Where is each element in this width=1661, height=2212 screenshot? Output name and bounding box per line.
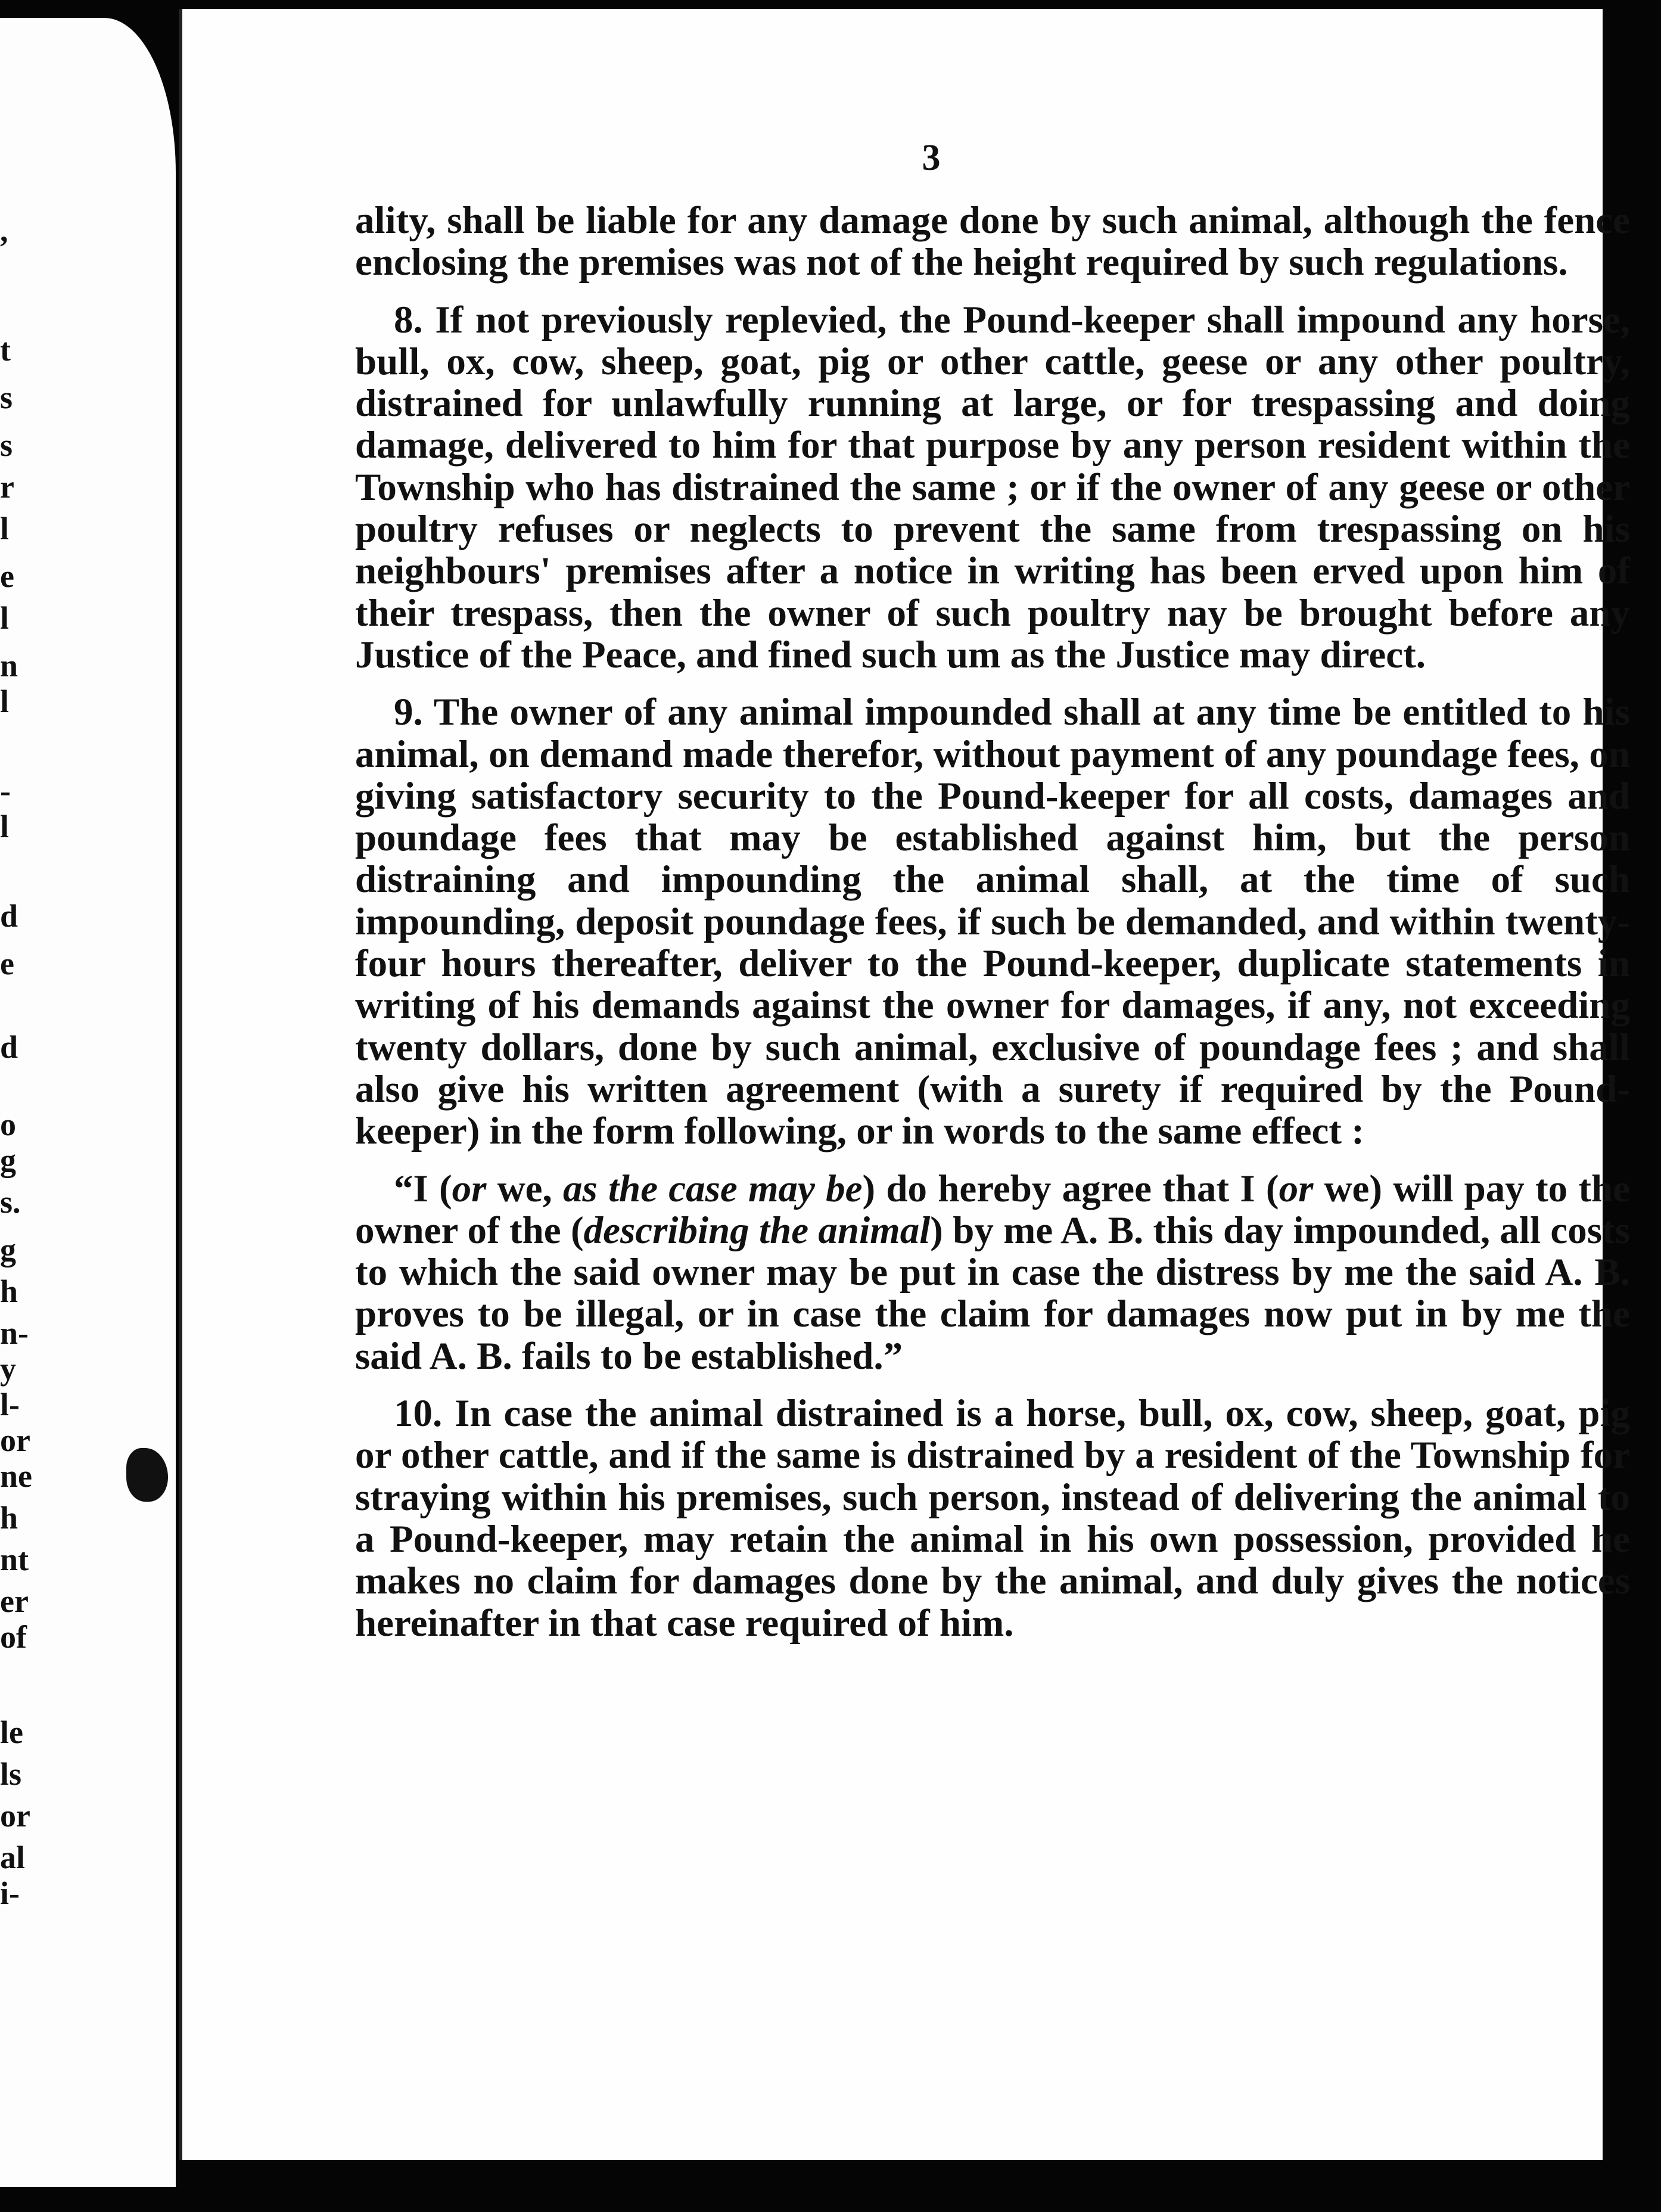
- facing-page-fragment: n: [0, 648, 18, 684]
- facing-page-fragment: e: [0, 558, 14, 594]
- facing-page-fragment: l: [0, 809, 10, 844]
- facing-page-fragment: l: [0, 684, 10, 719]
- facing-page-fragment: g: [0, 1232, 16, 1267]
- quote-text: “I (: [394, 1167, 452, 1210]
- facing-page-fragment: i-: [0, 1875, 20, 1911]
- facing-page-fragment: er: [0, 1583, 29, 1619]
- facing-page-fragment: l-: [0, 1387, 20, 1422]
- paragraph-text: In case the animal distrained is a horse, bull, ox, cow, sheep, goat, pig or other cattle, and if the same is distrained by a resident of the Township for straying within his premises, such person, instead of delivering the animal to a Pound-keeper, may retain the animal in his own possession, provided he makes no claim for damages done by the animal, and duly gives the notices hereinafter in that case required of him.: [355, 1392, 1630, 1645]
- agreement-form-quote: [355, 1168, 1630, 1377]
- facing-page-fragment: s: [0, 427, 13, 463]
- facing-page-fragment: o: [0, 1107, 16, 1142]
- facing-page-edge: [0, 18, 176, 2187]
- section-10: [355, 1393, 1630, 1644]
- facing-page-fragment: -: [0, 773, 11, 809]
- facing-page-fragment: s: [0, 380, 13, 415]
- facing-page-fragment: or: [0, 1422, 30, 1458]
- quote-italic-text: describing the animal: [583, 1208, 931, 1252]
- facing-page-fragment: al: [0, 1840, 26, 1875]
- facing-page-fragment: g: [0, 1142, 16, 1178]
- facing-page-fragment: le: [0, 1714, 23, 1750]
- quote-italic-text: or: [1279, 1167, 1314, 1210]
- facing-page-fragment: r: [0, 469, 14, 505]
- document-page: [179, 9, 1630, 2160]
- facing-page-fragment: ne: [0, 1458, 32, 1494]
- facing-page-fragment: n-: [0, 1315, 29, 1351]
- quote-text: we,: [486, 1167, 563, 1210]
- facing-page-fragment: ,: [0, 213, 8, 248]
- paragraph-continuation: [355, 200, 1630, 284]
- section-number: 8.: [394, 298, 423, 341]
- quote-italic-text: as the case may be: [562, 1167, 863, 1210]
- facing-page-fragment: s.: [0, 1184, 21, 1220]
- facing-page-fragment: or: [0, 1798, 30, 1834]
- facing-page-fragment: e: [0, 946, 14, 981]
- section-9: [355, 691, 1630, 1152]
- section-number: 10.: [394, 1392, 443, 1436]
- paragraph-text: The owner of any animal impounded shall at any time be entitled to his animal, on demand made therefor, without payment of any poundage fees, on giving satisfactory security to the Pound-keeper for all costs, damages and poundage fees that may be established against him, but the person distraining and impounding the animal shall, at the time of such impounding, deposit poundage fees, if such be demanded, and within twenty-four hours thereafter, deliver to the Pound-keeper, duplicate statements in writing of his demands against the owner for damages, if any, not exceeding twenty dollars, done by such animal, exclusive of poundage fees ; and shall also give his written agreement (with a surety if required by the Pound-keeper) in the form following, or in words to the same effect :: [355, 691, 1630, 1153]
- page-number: 3: [922, 138, 941, 178]
- facing-page-fragment: y: [0, 1351, 16, 1387]
- facing-page-fragment: d: [0, 898, 18, 934]
- quote-text: ) do hereby agree that I (: [862, 1167, 1279, 1210]
- facing-page-fragment: nt: [0, 1542, 29, 1577]
- section-8: [355, 299, 1630, 676]
- facing-page-fragment: h: [0, 1273, 18, 1309]
- facing-page-fragment: d: [0, 1029, 18, 1065]
- facing-page-fragment: of: [0, 1619, 27, 1655]
- facing-page-fragment: l: [0, 600, 10, 636]
- quote-text: we) will pay to the owner of the (: [355, 1167, 1630, 1252]
- facing-page-fragment: h: [0, 1500, 18, 1536]
- paragraph-text: If not previously replevied, the Pound-keeper shall impound any horse, bull, ox, cow, sheep, goat, pig or other cattle, geese or any other poultry, distrained for unlawfully running at large, or for trespassing and doing damage, delivered to him for that purpose by any person resident within the Township who has distrained the same ; or if the owner of any geese or other poultry refuses or neglects to prevent the same from trespassing on his neighbours' premises after a notice in writing has been erved upon him of their trespass, then the owner of such poultry nay be brought before any Justice of the Peace, and fined such um as the Justice may direct.: [355, 298, 1630, 676]
- facing-page-fragment: l: [0, 511, 10, 546]
- section-number: 9.: [394, 691, 423, 734]
- facing-page-fragment: ls: [0, 1756, 22, 1792]
- quote-text: ) by me A. B. this day impounded, all costs to which the said owner may be put in case the distress by me the said A. B. proves to be illegal, or in case the claim for damages now put in by me the said A. B. fails to be established.”: [355, 1208, 1630, 1378]
- facing-page-fragment: t: [0, 332, 11, 368]
- quote-italic-text: or: [452, 1167, 487, 1210]
- paragraph-text: ality, shall be liable for any damage done by such animal, although the fence enclosing the premises was not of the height required by such regulations.: [355, 199, 1630, 284]
- body-text: [355, 200, 1630, 1660]
